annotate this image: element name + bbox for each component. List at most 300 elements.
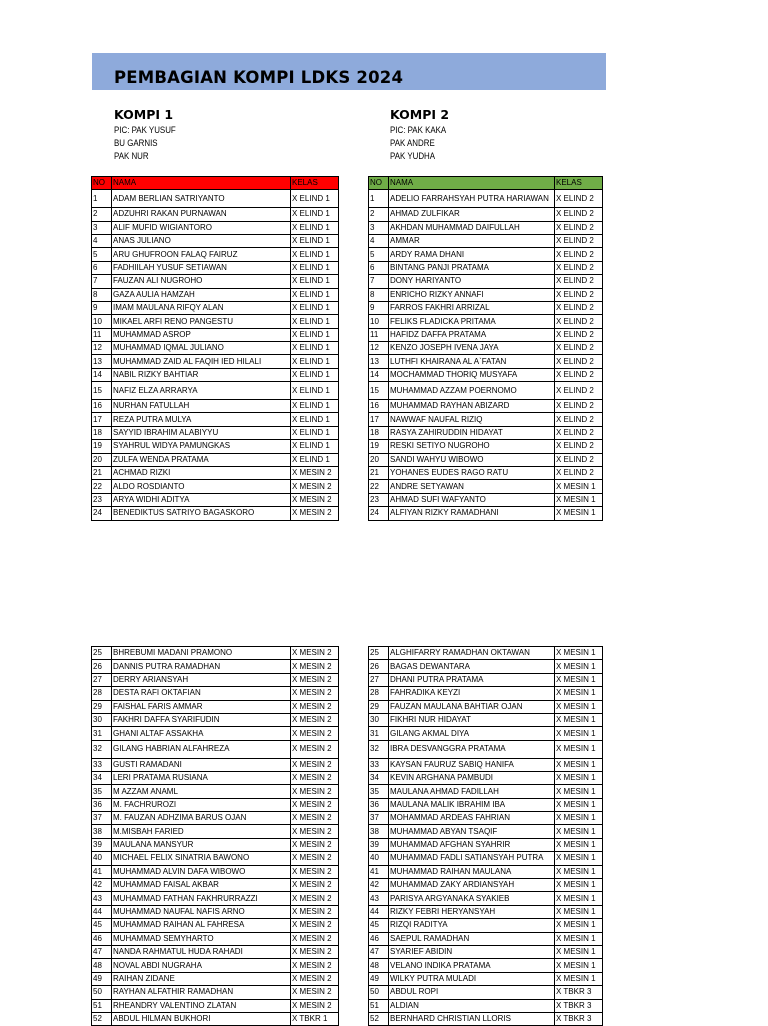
cell-nama: SYARIEF ABIDIN	[389, 946, 555, 959]
cell-kelas: X ELIND 1	[291, 261, 339, 274]
table-row	[92, 190, 339, 208]
cell-kelas: X ELIND 2	[555, 368, 603, 381]
cell-kelas: X MESIN 1	[555, 946, 603, 959]
cell-no: 21	[92, 467, 112, 480]
cell-nama: ABDUL HILMAN BUKHORI	[112, 1012, 291, 1025]
cell-kelas: X MESIN 2	[291, 798, 339, 811]
cell-no: 23	[92, 493, 112, 506]
cell-nama: ANDRE SETYAWAN	[389, 480, 555, 493]
cell-kelas: X ELIND 2	[555, 234, 603, 247]
cell-nama: BENEDIKTUS SATRIYO BAGASKORO	[112, 507, 291, 520]
table-row	[92, 852, 339, 865]
table-row	[92, 999, 339, 1012]
cell-no: 37	[369, 812, 389, 825]
table-row	[92, 986, 339, 999]
table-row	[92, 740, 339, 758]
cell-nama: MUHAMMAD FADLI SATIANSYAH PUTRA	[389, 852, 555, 865]
cell-nama: RIZQI RADITYA	[389, 919, 555, 932]
cell-nama: PARISYA ARGYANAKA SYAKIEB	[389, 892, 555, 905]
cell-nama: VELANO INDIKA PRATAMA	[389, 959, 555, 972]
cell-kelas: X TBKR 3	[555, 986, 603, 999]
cell-nama: NOVAL ABDI NUGRAHA	[112, 959, 291, 972]
cell-nama: KEVIN ARGHANA PAMBUDI	[389, 771, 555, 784]
cell-no: 10	[369, 315, 389, 328]
cell-no: 23	[369, 493, 389, 506]
cell-no: 40	[369, 852, 389, 865]
cell-no: 49	[369, 972, 389, 985]
cell-nama: MOHAMMAD ARDEAS FAHRIAN	[389, 812, 555, 825]
cell-nama: MICHAEL FELIX SINATRIA BAWONO	[112, 852, 291, 865]
cell-nama: ADAM BERLIAN SATRIYANTO	[112, 190, 291, 208]
cell-no: 50	[92, 986, 112, 999]
table-row	[92, 758, 339, 771]
cell-nama: ANAS JULIANO	[112, 234, 291, 247]
cell-kelas: X ELIND 1	[291, 221, 339, 234]
cell-kelas: X MESIN 1	[555, 785, 603, 798]
cell-kelas: X ELIND 1	[291, 426, 339, 439]
cell-nama: ALFIYAN RIZKY RAMADHANI	[389, 507, 555, 520]
cell-kelas: X MESIN 2	[291, 838, 339, 851]
table-row	[369, 812, 603, 825]
table-row	[369, 467, 603, 480]
cell-kelas: X ELIND 1	[291, 234, 339, 247]
table-row	[369, 660, 603, 673]
table-row	[92, 234, 339, 247]
cell-nama: BHREBUMI MADANI PRAMONO	[112, 647, 291, 660]
cell-nama: GILANG AKMAL DIYA	[389, 727, 555, 740]
table-row	[369, 946, 603, 959]
table-row	[369, 480, 603, 493]
table-row	[92, 838, 339, 851]
cell-no: 6	[369, 261, 389, 274]
cell-nama: FELIKS FLADICKA PRITAMA	[389, 315, 555, 328]
cell-no: 7	[369, 275, 389, 288]
cell-nama: LERI PRATAMA RUSIANA	[112, 771, 291, 784]
cell-nama: ZULFA WENDA PRATAMA	[112, 453, 291, 466]
cell-no: 39	[369, 838, 389, 851]
cell-nama: RAYHAN ALFATHIR RAMADHAN	[112, 986, 291, 999]
cell-nama: MAULANA MALIK IBRAHIM IBA	[389, 798, 555, 811]
cell-kelas: X MESIN 1	[555, 493, 603, 506]
cell-nama: SAEPUL RAMADHAN	[389, 932, 555, 945]
cell-no: 36	[369, 798, 389, 811]
cell-kelas: X ELIND 2	[555, 413, 603, 426]
cell-nama: AHMAD ZULFIKAR	[389, 208, 555, 221]
cell-kelas: X MESIN 1	[555, 740, 603, 758]
cell-no: 20	[92, 453, 112, 466]
table-row	[369, 342, 603, 355]
cell-no: 29	[369, 700, 389, 713]
cell-no: 16	[92, 400, 112, 413]
cell-nama: ARYA WIDHI ADITYA	[112, 493, 291, 506]
cell-no: 21	[369, 467, 389, 480]
cell-kelas: X ELIND 1	[291, 355, 339, 368]
kompi2-table-continued	[368, 646, 603, 1026]
cell-kelas: X MESIN 1	[555, 905, 603, 918]
cell-no: 46	[369, 932, 389, 945]
cell-no: 42	[92, 879, 112, 892]
cell-no: 14	[369, 368, 389, 381]
cell-kelas: X ELIND 1	[291, 328, 339, 341]
cell-nama: MUHAMMAD IQMAL JULIANO	[112, 342, 291, 355]
cell-nama: M. FAUZAN ADHZIMA BARUS OJAN	[112, 812, 291, 825]
cell-nama: AMMAR	[389, 234, 555, 247]
cell-kelas: X ELIND 2	[555, 301, 603, 314]
cell-kelas: X MESIN 1	[555, 507, 603, 520]
cell-nama: MUHAMMAD ALVIN DAFA WIBOWO	[112, 865, 291, 878]
table-row	[369, 368, 603, 381]
cell-nama: NANDA RAHMATUL HUDA RAHADI	[112, 946, 291, 959]
table-header-row	[369, 177, 603, 190]
header-no: NO	[369, 177, 389, 190]
table-row	[369, 727, 603, 740]
cell-no: 42	[369, 879, 389, 892]
table-row	[369, 905, 603, 918]
table-row	[92, 400, 339, 413]
table-row	[92, 892, 339, 905]
table-row	[92, 647, 339, 660]
cell-no: 28	[92, 687, 112, 700]
cell-no: 8	[92, 288, 112, 301]
cell-kelas: X ELIND 2	[555, 426, 603, 439]
table-row	[92, 208, 339, 221]
cell-no: 12	[92, 342, 112, 355]
cell-no: 25	[369, 647, 389, 660]
table-row	[92, 660, 339, 673]
cell-kelas: X ELIND 2	[555, 208, 603, 221]
cell-no: 49	[92, 972, 112, 985]
table-row	[92, 426, 339, 439]
cell-nama: DHANI PUTRA PRATAMA	[389, 673, 555, 686]
cell-no: 41	[369, 865, 389, 878]
table-row	[92, 453, 339, 466]
cell-no: 14	[92, 368, 112, 381]
table-row	[92, 467, 339, 480]
table-row	[92, 865, 339, 878]
table-row	[369, 493, 603, 506]
kompi1-table-continued	[91, 646, 339, 1026]
cell-no: 47	[92, 946, 112, 959]
table-row	[369, 785, 603, 798]
cell-kelas: X MESIN 1	[555, 647, 603, 660]
cell-kelas: X MESIN 1	[555, 838, 603, 851]
cell-nama: RESKI SETIYO NUGROHO	[389, 440, 555, 453]
cell-no: 33	[92, 758, 112, 771]
cell-no: 11	[369, 328, 389, 341]
cell-no: 15	[92, 382, 112, 400]
table-row	[369, 315, 603, 328]
cell-nama: MIKAEL ARFI RENO PANGESTU	[112, 315, 291, 328]
cell-kelas: X MESIN 2	[291, 946, 339, 959]
cell-nama: KENZO JOSEPH IVENA JAYA	[389, 342, 555, 355]
cell-nama: BINTANG PANJI PRATAMA	[389, 261, 555, 274]
cell-no: 34	[369, 771, 389, 784]
table-row	[369, 825, 603, 838]
cell-no: 27	[92, 673, 112, 686]
cell-nama: RIZKY FEBRI HERYANSYAH	[389, 905, 555, 918]
cell-kelas: X MESIN 2	[291, 467, 339, 480]
table-row	[92, 727, 339, 740]
table-row	[369, 771, 603, 784]
cell-no: 30	[92, 713, 112, 726]
cell-no: 44	[369, 905, 389, 918]
cell-kelas: X ELIND 1	[291, 342, 339, 355]
cell-nama: ALGHIFARRY RAMADHAN OKTAWAN	[389, 647, 555, 660]
cell-no: 52	[369, 1012, 389, 1025]
cell-nama: MUHAMMAD AFGHAN SYAHRIR	[389, 838, 555, 851]
cell-kelas: X ELIND 1	[291, 440, 339, 453]
cell-kelas: X MESIN 1	[555, 673, 603, 686]
cell-no: 20	[369, 453, 389, 466]
kompi2-pic-line: PAK ANDRE	[390, 138, 435, 148]
table-row	[92, 221, 339, 234]
cell-no: 17	[369, 413, 389, 426]
cell-nama: MUHAMMAD SEMYHARTO	[112, 932, 291, 945]
table-row	[92, 328, 339, 341]
cell-kelas: X MESIN 2	[291, 700, 339, 713]
table-row	[369, 507, 603, 520]
cell-kelas: X MESIN 2	[291, 879, 339, 892]
cell-kelas: X MESIN 1	[555, 660, 603, 673]
cell-no: 38	[369, 825, 389, 838]
cell-nama: ALDO ROSDIANTO	[112, 480, 291, 493]
cell-nama: SANDI WAHYU WIBOWO	[389, 453, 555, 466]
cell-no: 4	[369, 234, 389, 247]
cell-kelas: X MESIN 2	[291, 647, 339, 660]
cell-no: 3	[92, 221, 112, 234]
kompi1-pic-line: PAK NUR	[114, 151, 149, 161]
cell-nama: MUHAMMAD NAUFAL NAFIS ARNO	[112, 905, 291, 918]
table-row	[92, 713, 339, 726]
table-row	[92, 673, 339, 686]
table-row	[369, 713, 603, 726]
kompi1-pic-line: BU GARNIS	[114, 138, 158, 148]
table-row	[369, 355, 603, 368]
cell-nama: REZA PUTRA MULYA	[112, 413, 291, 426]
kompi1-title: KOMPI 1	[114, 107, 174, 122]
cell-no: 6	[92, 261, 112, 274]
table-row	[369, 221, 603, 234]
cell-kelas: X MESIN 2	[291, 758, 339, 771]
cell-nama: MUHAMMAD FATHAN FAKHRURRAZZI	[112, 892, 291, 905]
table-row	[92, 382, 339, 400]
cell-no: 4	[92, 234, 112, 247]
cell-nama: FAUZAN ALI NUGROHO	[112, 275, 291, 288]
cell-kelas: X MESIN 1	[555, 892, 603, 905]
cell-no: 18	[92, 426, 112, 439]
cell-no: 19	[369, 440, 389, 453]
cell-kelas: X ELIND 2	[555, 190, 603, 208]
cell-no: 43	[369, 892, 389, 905]
cell-nama: ADELIO FARRAHSYAH PUTRA HARIAWAN	[389, 190, 555, 208]
cell-no: 37	[92, 812, 112, 825]
table-row	[92, 785, 339, 798]
cell-no: 46	[92, 932, 112, 945]
cell-kelas: X ELIND 2	[555, 315, 603, 328]
cell-kelas: X MESIN 2	[291, 660, 339, 673]
cell-nama: BAGAS DEWANTARA	[389, 660, 555, 673]
table-row	[369, 440, 603, 453]
table-row	[92, 879, 339, 892]
cell-nama: MUHAMMAD ZAKY ARDIANSYAH	[389, 879, 555, 892]
cell-no: 45	[92, 919, 112, 932]
cell-nama: FAISHAL FARIS AMMAR	[112, 700, 291, 713]
table-row	[92, 248, 339, 261]
cell-kelas: X MESIN 1	[555, 932, 603, 945]
cell-nama: FADHIILAH YUSUF SETIAWAN	[112, 261, 291, 274]
cell-nama: YOHANES EUDES RAGO RATU	[389, 467, 555, 480]
cell-nama: KAYSAN FAURUZ SABIQ HANIFA	[389, 758, 555, 771]
table-row	[369, 852, 603, 865]
cell-nama: SYAHRUL WIDYA PAMUNGKAS	[112, 440, 291, 453]
table-row	[369, 986, 603, 999]
cell-nama: M AZZAM ANAML	[112, 785, 291, 798]
cell-nama: AKHDAN MUHAMMAD DAIFULLAH	[389, 221, 555, 234]
table-row	[369, 959, 603, 972]
cell-kelas: X ELIND 2	[555, 328, 603, 341]
cell-no: 35	[92, 785, 112, 798]
cell-kelas: X ELIND 1	[291, 453, 339, 466]
cell-kelas: X MESIN 2	[291, 713, 339, 726]
table-row	[92, 905, 339, 918]
cell-kelas: X ELIND 1	[291, 288, 339, 301]
table-row	[92, 342, 339, 355]
cell-no: 5	[92, 248, 112, 261]
table-header-row	[92, 177, 339, 190]
cell-no: 45	[369, 919, 389, 932]
table-row	[369, 919, 603, 932]
cell-kelas: X MESIN 1	[555, 825, 603, 838]
cell-nama: MUHAMMAD ZAID AL FAQIH IED HILALI	[112, 355, 291, 368]
cell-nama: ENRICHO RIZKY ANNAFI	[389, 288, 555, 301]
cell-nama: ARU GHUFROON FALAQ FAIRUZ	[112, 248, 291, 261]
cell-no: 22	[369, 480, 389, 493]
header-nama: NAMA	[112, 177, 291, 190]
kompi1-table	[91, 176, 339, 521]
cell-nama: NAWWAF NAUFAL RIZIQ	[389, 413, 555, 426]
cell-nama: MUHAMMAD FAISAL AKBAR	[112, 879, 291, 892]
cell-kelas: X ELIND 1	[291, 400, 339, 413]
table-row	[92, 413, 339, 426]
cell-no: 29	[92, 700, 112, 713]
cell-no: 8	[369, 288, 389, 301]
table-row	[369, 999, 603, 1012]
table-row	[369, 190, 603, 208]
cell-nama: RASYA ZAHIRUDDIN HIDAYAT	[389, 426, 555, 439]
cell-no: 33	[369, 758, 389, 771]
cell-nama: FIKHRI NUR HIDAYAT	[389, 713, 555, 726]
cell-nama: DANNIS PUTRA RAMADHAN	[112, 660, 291, 673]
cell-no: 30	[369, 713, 389, 726]
cell-no: 44	[92, 905, 112, 918]
cell-kelas: X MESIN 1	[555, 919, 603, 932]
cell-kelas: X MESIN 2	[291, 919, 339, 932]
table-row	[369, 426, 603, 439]
cell-kelas: X MESIN 2	[291, 986, 339, 999]
cell-nama: ADZUHRI RAKAN PURNAWAN	[112, 208, 291, 221]
cell-no: 9	[369, 301, 389, 314]
cell-kelas: X MESIN 2	[291, 825, 339, 838]
table-row	[92, 261, 339, 274]
cell-kelas: X ELIND 2	[555, 275, 603, 288]
cell-kelas: X MESIN 2	[291, 892, 339, 905]
cell-nama: MUHAMMAD RAIHAN AL FAHRESA	[112, 919, 291, 932]
cell-no: 41	[92, 865, 112, 878]
table-row	[92, 440, 339, 453]
cell-kelas: X MESIN 2	[291, 740, 339, 758]
table-row	[92, 480, 339, 493]
cell-nama: M. FACHRUROZI	[112, 798, 291, 811]
cell-kelas: X MESIN 2	[291, 865, 339, 878]
cell-kelas: X TBKR 3	[555, 1012, 603, 1025]
cell-nama: NAFIZ ELZA ARRARYA	[112, 382, 291, 400]
cell-nama: FARROS FAKHRI ARRIZAL	[389, 301, 555, 314]
cell-no: 50	[369, 986, 389, 999]
cell-nama: FAUZAN MAULANA BAHTIAR OJAN	[389, 700, 555, 713]
cell-kelas: X ELIND 2	[555, 440, 603, 453]
cell-nama: BERNHARD CHRISTIAN LLORIS	[389, 1012, 555, 1025]
cell-kelas: X MESIN 2	[291, 932, 339, 945]
cell-no: 31	[92, 727, 112, 740]
cell-nama: LUTHFI KHAIRANA AL A`FATAN	[389, 355, 555, 368]
cell-no: 7	[92, 275, 112, 288]
cell-no: 19	[92, 440, 112, 453]
cell-nama: ARDY RAMA DHANI	[389, 248, 555, 261]
cell-kelas: X MESIN 1	[555, 879, 603, 892]
cell-no: 2	[92, 208, 112, 221]
cell-kelas: X MESIN 1	[555, 771, 603, 784]
cell-nama: FAHRADIKA KEYZI	[389, 687, 555, 700]
table-row	[369, 687, 603, 700]
cell-no: 22	[92, 480, 112, 493]
cell-no: 13	[92, 355, 112, 368]
cell-no: 15	[369, 382, 389, 400]
cell-nama: SAYYID IBRAHIM ALABIYYU	[112, 426, 291, 439]
cell-nama: GHANI ALTAF ASSAKHA	[112, 727, 291, 740]
table-row	[369, 288, 603, 301]
cell-kelas: X MESIN 2	[291, 852, 339, 865]
table-row	[92, 301, 339, 314]
cell-no: 36	[92, 798, 112, 811]
table-row	[92, 507, 339, 520]
table-row	[369, 234, 603, 247]
cell-no: 18	[369, 426, 389, 439]
cell-nama: ACHMAD RIZKI	[112, 467, 291, 480]
cell-kelas: X MESIN 1	[555, 687, 603, 700]
cell-no: 48	[92, 959, 112, 972]
cell-no: 9	[92, 301, 112, 314]
cell-kelas: X MESIN 1	[555, 812, 603, 825]
cell-kelas: X ELIND 2	[555, 355, 603, 368]
cell-kelas: X ELIND 2	[555, 288, 603, 301]
cell-kelas: X MESIN 1	[555, 959, 603, 972]
table-row	[369, 400, 603, 413]
cell-kelas: X MESIN 2	[291, 687, 339, 700]
cell-nama: MAULANA MANSYUR	[112, 838, 291, 851]
table-row	[369, 740, 603, 758]
cell-nama: ALIF MUFID WIGIANTORO	[112, 221, 291, 234]
cell-no: 2	[369, 208, 389, 221]
kompi2-pic-line: PIC: PAK KAKA	[390, 125, 447, 135]
table-row	[369, 382, 603, 400]
cell-nama: RAIHAN ZIDANE	[112, 972, 291, 985]
cell-nama: MUHAMMAD ABYAN TSAQIF	[389, 825, 555, 838]
table-row	[369, 275, 603, 288]
table-row	[92, 771, 339, 784]
cell-kelas: X MESIN 2	[291, 972, 339, 985]
cell-kelas: X MESIN 2	[291, 999, 339, 1012]
cell-kelas: X MESIN 2	[291, 673, 339, 686]
